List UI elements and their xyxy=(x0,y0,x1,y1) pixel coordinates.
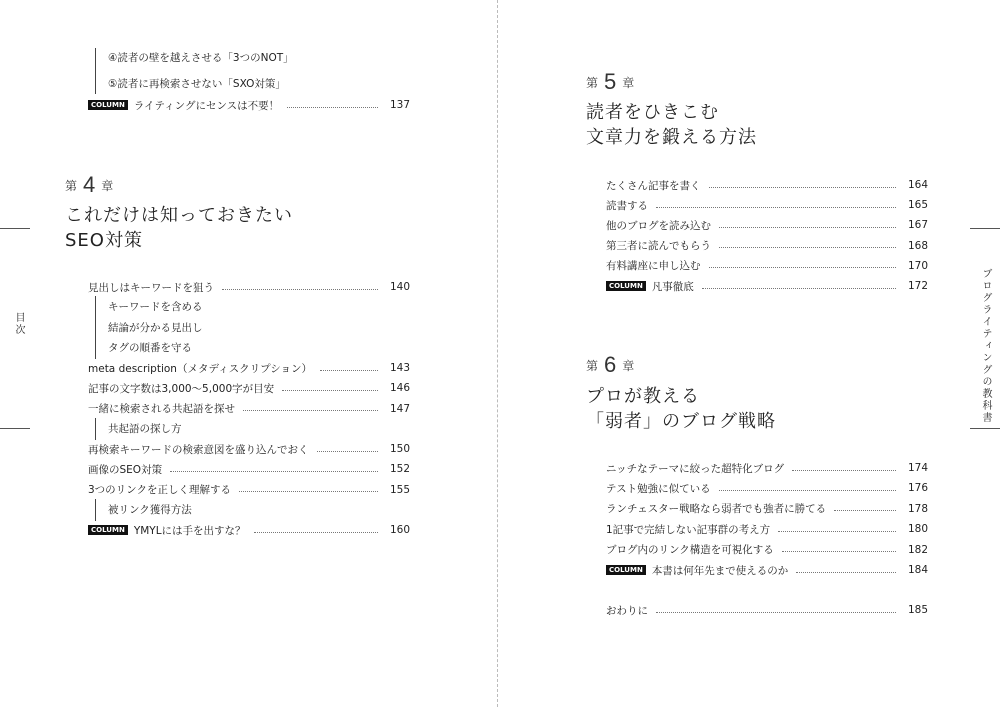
toc-column-entry[interactable] xyxy=(88,522,410,538)
subsection-bar xyxy=(95,48,96,94)
entry-label: ランチェスター戦略なら弱者でも強者に勝てる xyxy=(606,503,827,516)
entry-page: 165 xyxy=(907,199,928,212)
chapter-suffix: 章 xyxy=(622,359,635,373)
leader-dots xyxy=(320,370,378,371)
entry-page: 140 xyxy=(389,281,410,293)
leader-dots xyxy=(243,410,378,411)
entry-label: 記事の文字数は3,000〜5,000字が目安 xyxy=(88,382,275,395)
toc-entry[interactable] xyxy=(88,380,410,396)
title-line: 読者をひきこむ xyxy=(586,102,719,123)
chapter-number: 4 xyxy=(83,172,96,197)
subsection-item: 結論が分かる見出し xyxy=(108,321,203,334)
entry-page: 172 xyxy=(907,280,928,292)
entry-page: 167 xyxy=(907,219,928,232)
entry-label: YMYLには手を出すな？ xyxy=(133,524,246,537)
entry-label: 画像のSEO対策 xyxy=(88,463,163,476)
chapter-5-label xyxy=(586,69,634,95)
toc-entry[interactable] xyxy=(606,238,928,254)
title-line: 文章力を鍛える方法 xyxy=(586,127,757,148)
entry-label: 見出しはキーワードを狙う xyxy=(88,281,214,294)
column-badge: COLUMN xyxy=(88,525,128,535)
subsection-item: ④読者の壁を越えさせる「3つのNOT」 xyxy=(108,52,294,64)
leader-dots xyxy=(792,470,896,471)
entry-page: 155 xyxy=(389,483,410,496)
title-line: SEO対策 xyxy=(65,230,143,251)
toc-entry[interactable] xyxy=(606,501,928,517)
toc-entry[interactable] xyxy=(88,360,410,376)
toc-entry[interactable] xyxy=(88,441,410,457)
toc-entry[interactable] xyxy=(606,258,928,274)
entry-page: 160 xyxy=(389,524,410,536)
entry-label: 本書は何年先まで使えるのか xyxy=(651,564,789,577)
entry-page: 185 xyxy=(907,604,928,616)
leader-dots xyxy=(170,471,378,472)
chapter-suffix: 章 xyxy=(622,76,635,90)
chapter-suffix: 章 xyxy=(101,179,114,193)
entry-page: 152 xyxy=(389,463,410,476)
entry-label: 一緒に検索される共起語を探せ xyxy=(88,403,235,415)
leader-dots xyxy=(656,612,896,613)
entry-label: テスト勉強に似ている xyxy=(606,482,711,495)
entry-label: 3つのリンクを正しく理解する xyxy=(88,484,231,496)
toc-entry[interactable] xyxy=(88,401,410,417)
chapter-6-label xyxy=(586,352,634,378)
entry-label: 有料講座に申し込む xyxy=(606,260,701,273)
leader-dots xyxy=(239,491,378,492)
leader-dots xyxy=(719,247,896,248)
leader-dots xyxy=(782,551,896,552)
leader-dots xyxy=(796,572,896,573)
entry-label: ニッチなテーマに絞った超特化ブログ xyxy=(606,462,785,475)
chapter-prefix: 第 xyxy=(586,359,599,373)
leader-dots xyxy=(719,227,896,228)
margin-tick xyxy=(970,428,1000,429)
entry-page: 174 xyxy=(907,462,928,474)
entry-page: 168 xyxy=(907,239,928,252)
toc-entry[interactable] xyxy=(606,197,928,213)
subsection-bar xyxy=(95,337,96,359)
toc-entry[interactable] xyxy=(88,279,410,295)
chapter-6-title xyxy=(586,384,776,434)
toc-entry[interactable] xyxy=(606,480,928,496)
column-badge: COLUMN xyxy=(606,565,646,575)
subsection-bar xyxy=(95,499,96,521)
entry-page: 137 xyxy=(389,99,410,111)
leader-dots xyxy=(709,267,897,268)
entry-label: おわりに xyxy=(606,604,648,617)
entry-page: 170 xyxy=(907,259,928,272)
leader-dots xyxy=(719,490,896,491)
toc-side-label: 目次 xyxy=(13,312,24,336)
chapter-number: 6 xyxy=(604,352,617,377)
subsection-bar xyxy=(95,317,96,339)
title-line: プロが教える xyxy=(586,386,700,407)
entry-page: 164 xyxy=(907,179,928,191)
toc-entry[interactable] xyxy=(606,217,928,233)
chapter-number: 5 xyxy=(604,69,617,94)
margin-tick xyxy=(970,228,1000,229)
toc-column-entry[interactable] xyxy=(606,278,928,294)
entry-label: 第三者に読んでもらう xyxy=(606,240,711,253)
entry-page: 150 xyxy=(389,443,410,455)
page-gutter-divider xyxy=(497,0,498,707)
entry-page: 182 xyxy=(907,543,928,556)
column-badge: COLUMN xyxy=(606,281,646,291)
leader-dots xyxy=(222,289,378,290)
subsection-item: タグの順番を守る xyxy=(108,341,192,354)
subsection-item: ⑤読者に再検索させない「SXO対策」 xyxy=(108,78,286,90)
book-title-side-label: ブログライティングの教科書 xyxy=(980,268,991,424)
entry-label: 凡事徹底 xyxy=(651,280,694,293)
entry-label: 他のブログを読み込む xyxy=(606,219,711,232)
toc-column-entry[interactable] xyxy=(606,562,928,578)
leader-dots xyxy=(702,288,896,289)
title-line: これだけは知っておきたい xyxy=(65,205,293,226)
entry-label: たくさん記事を書く xyxy=(606,179,701,192)
toc-entry[interactable] xyxy=(606,460,928,476)
toc-entry-closing[interactable] xyxy=(606,602,928,618)
subsection-item: キーワードを含める xyxy=(108,301,203,314)
entry-page: 176 xyxy=(907,482,928,495)
entry-page: 184 xyxy=(907,564,928,576)
subsection-bar xyxy=(95,418,96,440)
toc-column-entry[interactable] xyxy=(88,97,410,113)
leader-dots xyxy=(709,187,897,188)
leader-dots xyxy=(778,531,896,532)
title-line: 「弱者」のブログ戦略 xyxy=(586,411,776,432)
toc-entry[interactable] xyxy=(606,542,928,558)
margin-tick xyxy=(0,228,30,229)
entry-label: meta description（メタディスクリプション） xyxy=(88,362,312,375)
chapter-4-label xyxy=(65,172,113,198)
leader-dots xyxy=(254,532,378,533)
leader-dots xyxy=(287,107,378,108)
toc-entry[interactable] xyxy=(606,177,928,193)
leader-dots xyxy=(282,390,378,391)
entry-page: 147 xyxy=(389,402,410,415)
toc-entry[interactable] xyxy=(88,461,410,477)
toc-entry[interactable] xyxy=(88,482,410,498)
entry-label: 再検索キーワードの検索意図を盛り込んでおく xyxy=(88,443,309,456)
subsection-item: 共起語の探し方 xyxy=(108,422,182,435)
chapter-4-title xyxy=(65,203,293,253)
chapter-5-title xyxy=(586,100,757,150)
entry-label: ライティングにセンスは不要！ xyxy=(133,99,280,112)
subsection-item: 被リンク獲得方法 xyxy=(108,503,192,516)
entry-label: 1記事で完結しない記事群の考え方 xyxy=(606,523,771,536)
leader-dots xyxy=(656,207,896,208)
entry-label: 読書する xyxy=(606,199,648,212)
entry-page: 143 xyxy=(389,362,410,374)
entry-page: 146 xyxy=(389,382,410,395)
chapter-prefix: 第 xyxy=(65,179,78,193)
chapter-prefix: 第 xyxy=(586,76,599,90)
leader-dots xyxy=(317,451,379,452)
subsection-bar xyxy=(95,296,96,318)
entry-label: ブログ内のリンク構造を可視化する xyxy=(606,544,774,557)
leader-dots xyxy=(834,510,896,511)
margin-tick xyxy=(0,428,30,429)
toc-entry[interactable] xyxy=(606,521,928,537)
entry-page: 178 xyxy=(907,502,928,515)
column-badge: COLUMN xyxy=(88,100,128,110)
entry-page: 180 xyxy=(907,523,928,536)
